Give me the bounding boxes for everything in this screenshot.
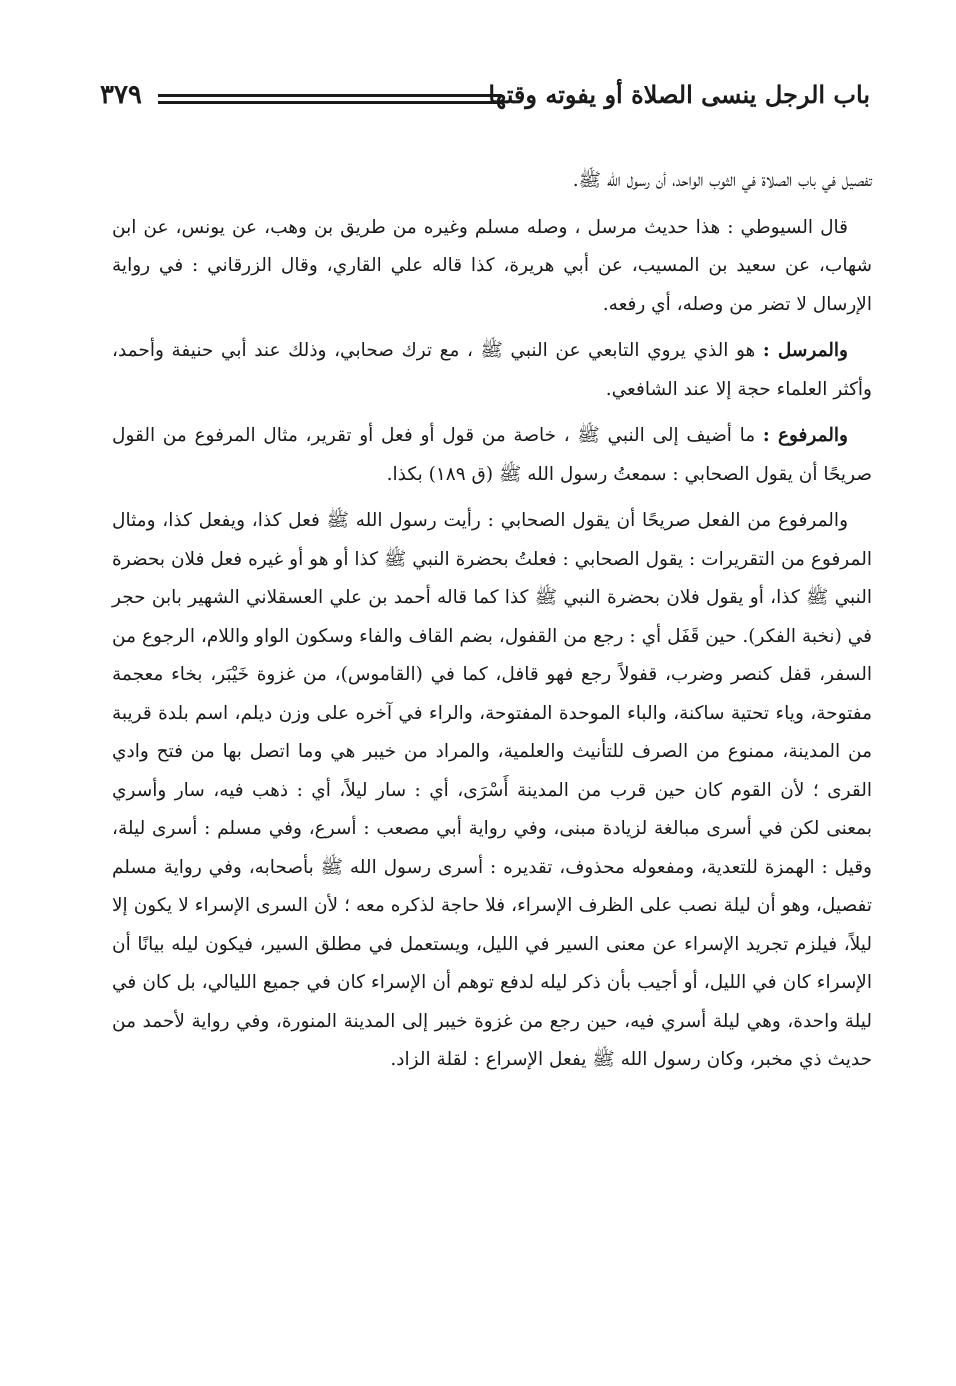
paragraph: [112, 209, 872, 325]
chapter-title: باب الرجل ينسى الصلاة أو يفوته وقتها: [488, 80, 870, 109]
paragraph-text: ما أضيف إلى النبي ﷺ ، خاصة من قول أو فعل أو تقرير، مثال المرفوع من القول صريحًا أن يقول الصحابي : سمعتُ رسول الله ﷺ (ق ١٨٩) بكذا.: [112, 425, 872, 485]
term-label: والمرسل :: [762, 340, 848, 361]
paragraph-text: والمرفوع من الفعل صريحًا أن يقول الصحابي : رأيت رسول الله ﷺ فعل كذا، ويفعل كذا، ومثال المرفوع من التقريرات : يقول الصحابي : فعلتُ بحضرة النبي ﷺ كذا أو هو أو غيره فعل فلان بحضرة النبي ﷺ كذا، أو يقول فلان بحضرة النبي ﷺ كذا كما قاله أحمد بن علي العسقلاني الشهير بابن حجر في (نخبة الفكر). حين قَفَل أي : رجع من القفول، بضم القاف والفاء وسكون الواو واللام، الرجوع من السفر، قفل كنصر وضرب، قفولاً رجع فهو قافل، كما في (القاموس)، من غزوة خَيْبَر، بخاء معجمة مفتوحة، وياء تحتية ساكنة، والباء الموحدة المفتوحة، والراء في آخره على وزن ديلم، اسم بلدة قريبة من المدينة، ممنوع من الصرف للتأنيث والعلمية، والمراد من خيبر هي وما اتصل بها من فتح وادي القرى ؛ لأن القوم كان حين قرب من المدينة أَسْرَى، أي : سار ليلاً، أي : ذهب فيه، سار وأسري بمعنى لكن في أسرى مبالغة لزيادة مبنى، وفي رواية أبي مصعب : أسرع، وفي مسلم : أسرى ليلة، وقيل : الهمزة للتعدية، ومفعوله محذوف، تقديره : أسرى رسول الله ﷺ بأصحابه، وفي رواية مسلم تفصيل، وهو أن ليلة نصب على الظرف الإسراء، فلا حاجة لذكره معه ؛ لأن السرى الإسراء لا يكون إلا ليلاً، فيلزم تجريد الإسراء عن معنى السير في الليل، ويستعمل في مطلق السير، فيكون ليله بيانًا أن الإسراء كان في الليل، أو أجيب بأن ذكر ليله لدفع توهم أن الإسراء كان في جميع الليالي، بل كان في ليلة واحدة، وهي ليلة أسري فيه، حين رجع من غزوة خيبر إلى المدينة المنورة، وفي رواية لأحمد من حديث ذي مخبر، وكان رسول الله ﷺ يفعل الإسراع : لقلة الزاد.: [112, 510, 872, 1070]
page-number: ٣٧٩: [100, 80, 142, 110]
paragraph: [112, 417, 872, 494]
page-header: [100, 80, 870, 120]
body-text: [112, 162, 872, 1088]
paragraph-text: قال السيوطي : هذا حديث مرسل ، وصله مسلم وغيره من طريق بن وهب، عن يونس، عن ابن شهاب، عن سعيد بن المسيب، عن أبي هريرة، كذا قاله علي القاري، وقال الزرقاني : في رواية الإرسال لا تضر من وصله، أي رفعه.: [112, 216, 872, 315]
paragraph: [112, 332, 872, 409]
paragraph-text: تفصيل في باب الصلاة في الثوب الواحد، أن رسول الله ﷺ.: [572, 170, 872, 191]
header-rule: [158, 94, 502, 104]
paragraph: [112, 502, 872, 1080]
term-label: والمرفوع :: [762, 425, 848, 446]
paragraph: [112, 162, 872, 201]
paragraph-text: هو الذي يروي التابعي عن النبي ﷺ ، مع ترك صحابي، وذلك عند أبي حنيفة وأحمد، وأكثر العلماء حجة إلا عند الشافعي.: [112, 340, 872, 400]
